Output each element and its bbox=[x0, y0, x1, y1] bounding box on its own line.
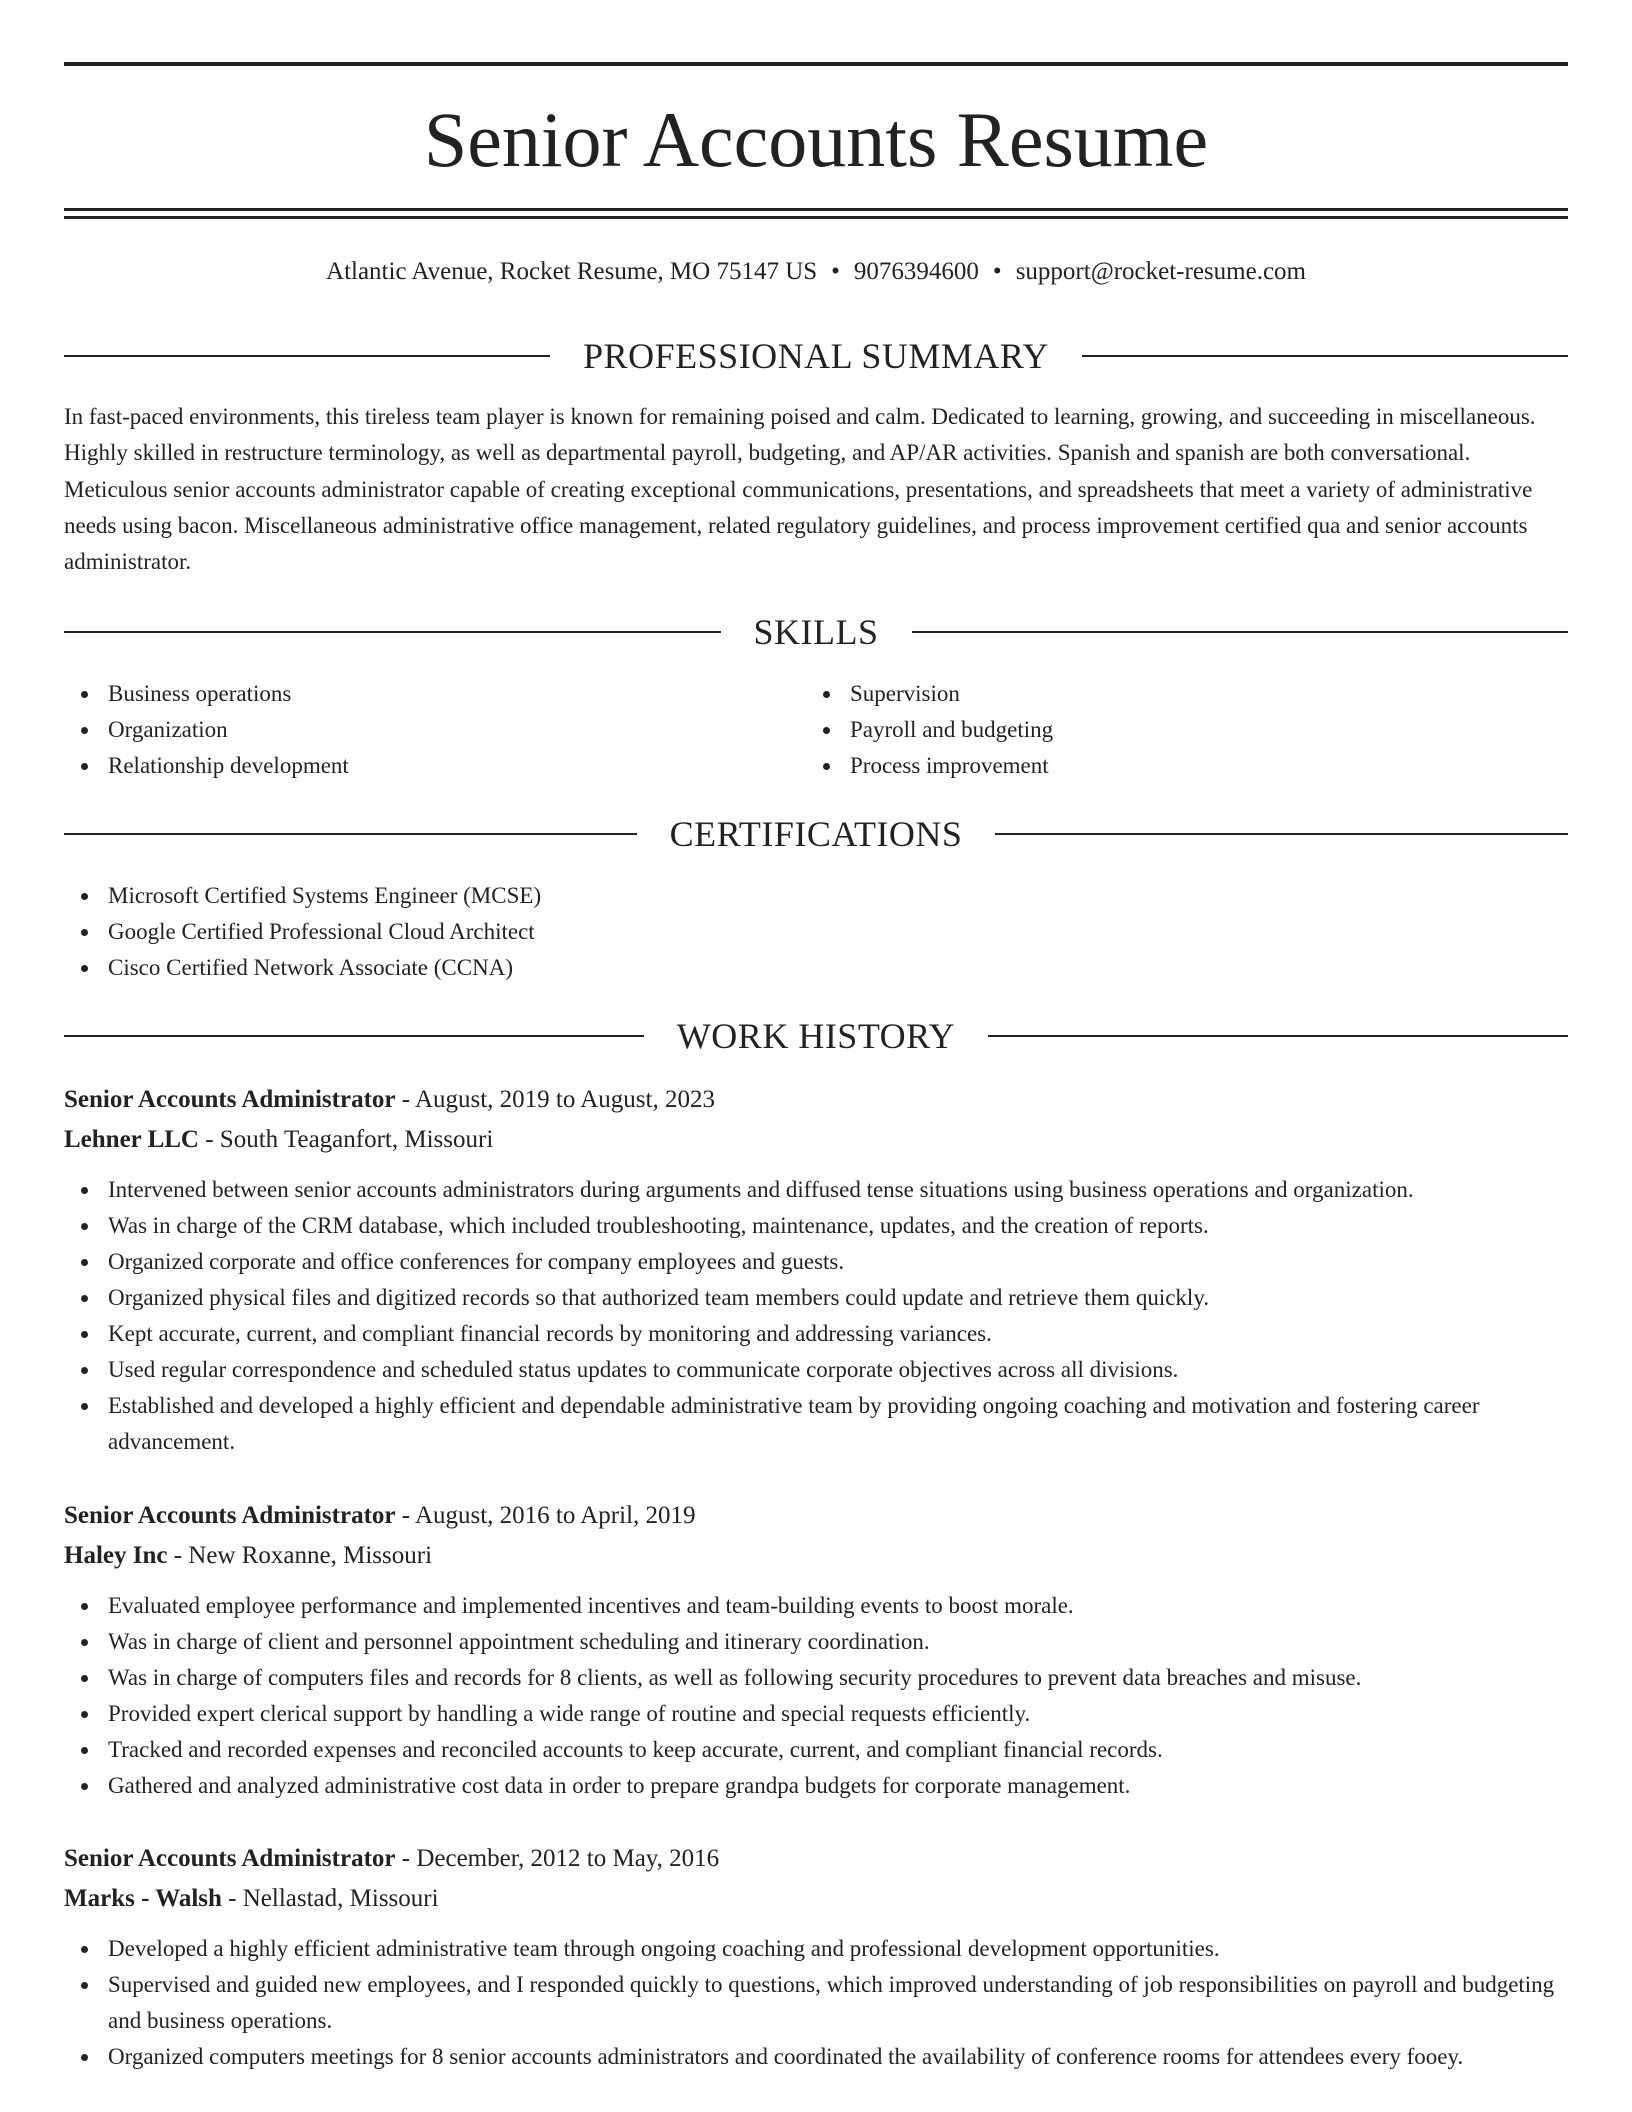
contact-separator: • bbox=[992, 258, 1002, 285]
contact-phone: 9076394600 bbox=[853, 258, 979, 285]
section-rule-left bbox=[64, 833, 637, 835]
section-title: SKILLS bbox=[753, 612, 879, 652]
section-header-summary bbox=[64, 334, 1568, 378]
job-company-line bbox=[64, 1879, 1568, 1919]
job-location: - Nellastad, Missouri bbox=[221, 1885, 439, 1912]
job-bullet: Organized corporate and office conferences for company employees and guests. bbox=[64, 1244, 1568, 1280]
section-rule-left bbox=[64, 1035, 644, 1037]
job-dates: - August, 2016 to April, 2019 bbox=[395, 1502, 696, 1529]
section-rule-right bbox=[988, 1035, 1568, 1037]
job-bullet: Tracked and recorded expenses and reconciled accounts to keep accurate, current, and compliant financial records. bbox=[64, 1732, 1568, 1768]
certification-item: Cisco Certified Network Associate (CCNA) bbox=[64, 950, 1568, 986]
job-title: Senior Accounts Administrator bbox=[64, 1845, 396, 1872]
section-rule-left bbox=[64, 355, 550, 357]
job-bullet: Was in charge of the CRM database, which included troubleshooting, maintenance, updates, and the creation of reports. bbox=[64, 1208, 1568, 1244]
job-bullet: Intervened between senior accounts administrators during arguments and diffused tense situations using business operations and organization. bbox=[64, 1172, 1568, 1208]
section-rule-left bbox=[64, 631, 721, 633]
certification-item: Microsoft Certified Systems Engineer (MCSE) bbox=[64, 878, 1568, 914]
job-bullets bbox=[64, 1931, 1568, 2075]
job-company: Lehner LLC bbox=[64, 1126, 199, 1153]
job-entry bbox=[64, 1080, 1568, 1460]
job-entry bbox=[64, 1496, 1568, 1804]
section-rule-right bbox=[1082, 355, 1568, 357]
top-rule bbox=[64, 62, 1568, 66]
skill-item: Business operations bbox=[64, 676, 806, 712]
contact-line bbox=[64, 254, 1568, 290]
title-double-rule-upper bbox=[64, 208, 1568, 211]
contact-separator: • bbox=[831, 258, 840, 285]
title-double-rule-lower bbox=[64, 216, 1568, 219]
job-dates: - December, 2012 to May, 2016 bbox=[395, 1845, 720, 1872]
job-bullet: Organized computers meetings for 8 senior accounts administrators and coordinated the availability of conference rooms for attendees every fooey. bbox=[64, 2039, 1568, 2075]
job-bullet: Provided expert clerical support by handling a wide range of routine and special requests efficiently. bbox=[64, 1696, 1568, 1732]
job-location: - New Roxanne, Missouri bbox=[167, 1542, 433, 1569]
job-bullets bbox=[64, 1172, 1568, 1460]
job-bullet: Was in charge of client and personnel appointment scheduling and itinerary coordination. bbox=[64, 1624, 1568, 1660]
job-title-line bbox=[64, 1839, 1568, 1879]
job-bullet: Gathered and analyzed administrative cost data in order to prepare grandpa budgets for corporate management. bbox=[64, 1768, 1568, 1804]
section-header-work-history bbox=[64, 1014, 1568, 1058]
section-rule-right bbox=[995, 833, 1568, 835]
section-header-certifications bbox=[64, 812, 1568, 856]
skill-item: Organization bbox=[64, 712, 806, 748]
job-title: Senior Accounts Administrator bbox=[64, 1502, 396, 1529]
job-location: - South Teaganfort, Missouri bbox=[198, 1126, 494, 1153]
skills-list bbox=[64, 676, 1568, 784]
job-company: Haley Inc bbox=[64, 1542, 168, 1569]
contact-email[interactable]: support@rocket-resume.com bbox=[1015, 258, 1306, 285]
section-title: CERTIFICATIONS bbox=[669, 814, 963, 854]
section-title: PROFESSIONAL SUMMARY bbox=[583, 336, 1049, 376]
job-bullet: Kept accurate, current, and compliant financial records by monitoring and addressing variances. bbox=[64, 1316, 1568, 1352]
job-bullets bbox=[64, 1588, 1568, 1804]
certifications-list bbox=[64, 878, 1568, 986]
section-rule-right bbox=[912, 631, 1569, 633]
skills-column-right bbox=[806, 676, 1548, 784]
skills-column-left bbox=[64, 676, 806, 784]
skill-item: Relationship development bbox=[64, 748, 806, 784]
job-bullet: Evaluated employee performance and implemented incentives and team-building events to boost morale. bbox=[64, 1588, 1568, 1624]
job-entry bbox=[64, 1839, 1568, 2075]
certification-item: Google Certified Professional Cloud Architect bbox=[64, 914, 1568, 950]
contact-address: Atlantic Avenue, Rocket Resume, MO 75147 US bbox=[326, 258, 818, 285]
job-bullet: Organized physical files and digitized records so that authorized team members could update and retrieve them quickly. bbox=[64, 1280, 1568, 1316]
summary-paragraph: In fast-paced environments, this tireless team player is known for remaining poised and calm. Dedicated to learning, growing, and succeeding in miscellaneous. Highly skilled in restructure terminology, as well as departmental payroll, budgeting, and AP/AR activities. Spanish and spanish are both conversational. Meticulous senior accounts administrator capable of creating exceptional communications, presentations, and spreadsheets that meet a variety of administrative needs using bacon. Miscellaneous administrative office management, related regulatory guidelines, and process improvement certified qua and senior accounts administrator. bbox=[64, 404, 1536, 575]
section-header-skills bbox=[64, 610, 1568, 654]
job-dates: - August, 2019 to August, 2023 bbox=[395, 1086, 715, 1113]
skill-item: Payroll and budgeting bbox=[806, 712, 1548, 748]
job-title-line bbox=[64, 1080, 1568, 1120]
job-bullet: Established and developed a highly efficient and dependable administrative team by providing ongoing coaching and motivation and fostering career advancement. bbox=[64, 1388, 1568, 1460]
section-title: WORK HISTORY bbox=[676, 1016, 956, 1056]
job-bullet: Supervised and guided new employees, and I responded quickly to questions, which improved understanding of job responsibilities on payroll and budgeting and business operations. bbox=[64, 1967, 1568, 2039]
job-bullet: Developed a highly efficient administrative team through ongoing coaching and professional development opportunities. bbox=[64, 1931, 1568, 1967]
job-company-line bbox=[64, 1536, 1568, 1576]
job-bullet: Used regular correspondence and scheduled status updates to communicate corporate objectives across all divisions. bbox=[64, 1352, 1568, 1388]
skill-item: Process improvement bbox=[806, 748, 1548, 784]
job-title-line bbox=[64, 1496, 1568, 1536]
job-company-line bbox=[64, 1120, 1568, 1160]
job-bullet: Was in charge of computers files and records for 8 clients, as well as following security procedures to prevent data breaches and misuse. bbox=[64, 1660, 1568, 1696]
job-title: Senior Accounts Administrator bbox=[64, 1086, 396, 1113]
job-company: Marks - Walsh bbox=[64, 1885, 222, 1912]
page-title: Senior Accounts Resume bbox=[423, 96, 1209, 183]
skill-item: Supervision bbox=[806, 676, 1548, 712]
